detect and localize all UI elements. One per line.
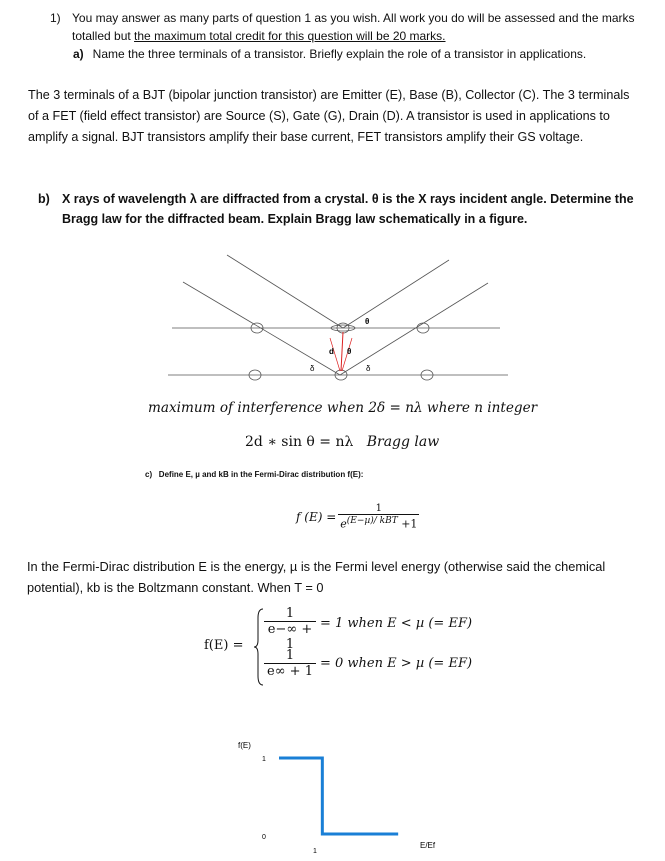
bragg-diagram [0,240,665,390]
fd-den-exp: (E−µ)/ kBT [346,516,398,526]
piecewise-result-1: = 1 when E < µ (= EF) [320,616,473,631]
fermi-step-line [279,758,398,834]
piecewise-num-2: 1 [285,648,295,663]
question-1a-text: Name the three terminals of a transistor. Briefly explain the role of a transistor in applications. [92,47,587,61]
piecewise-function [204,606,524,688]
chart-xtick-1: 1 [313,848,317,855]
fermi-step-chart [0,720,665,861]
incident-ray-2 [183,282,340,375]
question-1b-label: b) [38,192,50,206]
delta-right-label: δ [366,364,371,373]
bragg-law [245,434,439,450]
piecewise-lhs: f(E) = [204,638,244,653]
bragg-law-label: Bragg law [366,434,440,450]
piecewise-den-1: e−∞ + 1 [264,621,316,652]
question-1c-label: c) [145,470,153,479]
piecewise-den-2: e∞ + 1 [264,663,316,679]
question-1b-text: X rays of wavelength λ are diffracted from a crystal. θ is the X rays incident angle. Determine the Bragg law for the diffracted beam. Explain Bragg law schematically in a figure. [62,192,634,226]
question-1c-text: Define E, µ and kB in the Fermi-Dirac distribution f(E): [158,470,364,479]
piecewise-num-1: 1 [285,606,295,621]
incident-ray-1 [227,255,343,328]
chart-ytick-1: 1 [262,756,266,763]
question-1c [145,470,363,479]
diffracted-ray-2 [340,283,488,375]
delta-left-label: δ [310,364,315,373]
question-1-underlined: the maximum total credit for this question will be 20 marks. [134,29,446,43]
chart-ytick-0: 0 [262,834,266,841]
question-1a-label: a) [73,47,84,61]
max-interference-condition: maximum of interference when 2δ = nλ where n integer [148,400,538,416]
piecewise-result-2: = 0 when E > µ (= EF) [320,656,473,671]
bragg-equation: 2d ∗ sin θ = nλ [245,434,354,450]
theta-top-label: θ [365,317,370,326]
theta-mid-label: θ [347,347,352,356]
piecewise-brace [254,608,264,686]
fd-lhs: f (E) = [296,509,337,524]
question-1-text [72,9,642,45]
chart-ylabel: f(E) [238,741,251,750]
question-1-number: 1) [50,11,61,25]
fd-numerator: 1 [375,503,383,514]
question-1a [73,47,586,61]
chart-xlabel: E/Ef [420,841,436,850]
diffracted-ray-1 [343,260,449,328]
d-label: d [329,347,334,356]
fd-den-plus: +1 [397,517,418,531]
fd-den-base: e [340,517,347,531]
spacing-d-line [341,332,343,371]
fermi-dirac-formula [296,503,419,531]
fermi-dirac-explanation: In the Fermi-Dirac distribution E is the energy, µ is the Fermi level energy (otherwise said the chemical potential), kb is the Boltzmann constant. When T = 0 [27,559,606,595]
question-1-intro: You may answer as many parts of question 1 as you wish. All work you do will be assessed and the marks totalled but [72,11,635,43]
answer-a: The 3 terminals of a BJT (bipolar junction transistor) are Emitter (E), Base (B), Collector (C). The 3 terminals of a FET (field effect transistor) are Source (S), Gate (G), Drain (D). A transistor is used in applications to amplify a signal. BJT transistors amplify their base current, FET transistors amplify their GS voltage. [28,88,630,144]
